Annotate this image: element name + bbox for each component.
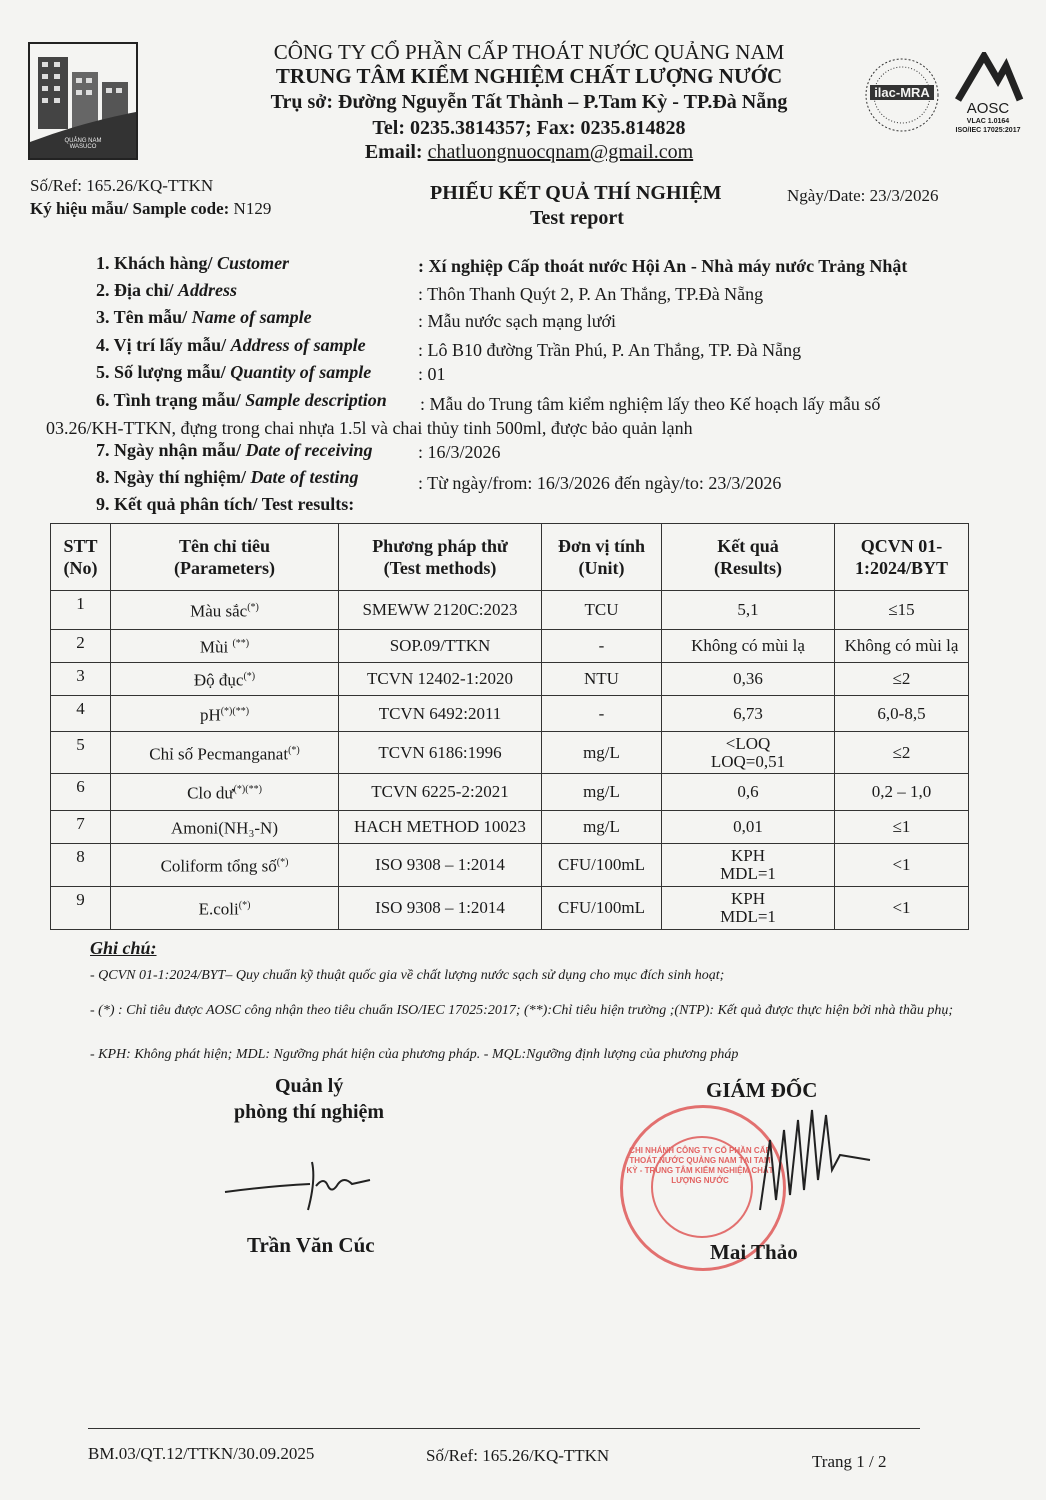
signature-left — [220, 1150, 390, 1220]
cell-result: KPH MDL=1 — [662, 844, 835, 887]
signer-left-name: Trần Văn Cúc — [247, 1233, 375, 1257]
cell-limit: ≤2 — [835, 663, 969, 696]
parameter-name: Coliform tổng số — [160, 856, 277, 876]
cell-unit: CFU/100mL — [542, 887, 662, 930]
table-row — [51, 774, 969, 811]
cell-result: Không có mùi lạ — [662, 630, 835, 663]
table-row — [51, 696, 969, 732]
cell-parameter — [111, 663, 339, 696]
center-address: Trụ sở: Đường Nguyễn Tất Thành – P.Tam Kỳ - TP.Đà Nẵng — [270, 91, 788, 113]
footer-page: Trang 1 / 2 — [812, 1452, 887, 1471]
cell-parameter — [111, 844, 339, 887]
ilac-text: ilac-MRA — [870, 85, 934, 100]
note-1: - QCVN 01-1:2024/BYT– Quy chuẩn kỹ thuật quốc gia về chất lượng nước sạch sử dụng cho mục đích sinh hoạt; — [90, 968, 725, 983]
info-customer: 1. Khách hàng/ Customer : Xí nghiệp Cấp thoát nước Hội An - Nhà máy nước Trảng Nhật — [96, 253, 908, 276]
note-2: - (*) : Chỉ tiêu được AOSC công nhận theo tiêu chuẩn ISO/IEC 17025:2017; (**):Chỉ tiêu hiện trường ;(NTP): Kết quả được thực hiện bởi nhà thầu phụ; — [90, 1003, 954, 1018]
footer-ref: Số/Ref: 165.26/KQ-TTKN — [426, 1446, 610, 1465]
sample-code-value: N129 — [229, 199, 272, 218]
parameter-footnote-mark: (*) — [288, 744, 300, 756]
cell-limit: ≤15 — [835, 591, 969, 630]
col-header-parameters: Tên chỉ tiêu (Parameters) — [111, 524, 339, 591]
report-date: Ngày/Date: 23/3/2026 — [787, 186, 939, 205]
results-table — [50, 523, 969, 930]
cell-result: <LOQ LOQ=0,51 — [662, 732, 835, 774]
parameter-name: Màu sắc — [190, 601, 248, 621]
parameter-footnote-mark: (*)(**) — [220, 705, 250, 717]
stamp-text: CHI NHÁNH CÔNG TY CỔ PHẦN CẤP THOÁT NƯỚC QUẢNG NAM TẠI TAM KỲ - TRUNG TÂM KIỂM NGHIỆM CHẤT LƯỢNG NƯỚC — [626, 1146, 774, 1185]
signer-right-title: GIÁM ĐỐC — [706, 1078, 818, 1102]
table-row — [51, 811, 969, 844]
cell-unit: mg/L — [542, 774, 662, 811]
cell-no: 6 — [51, 774, 111, 811]
cell-limit: ≤1 — [835, 811, 969, 844]
quantity-value: : 01 — [418, 364, 446, 384]
signer-right-name: Mai Thảo — [710, 1240, 798, 1264]
cell-method: ISO 9308 – 1:2014 — [339, 887, 542, 930]
parameter-name: Amoni(NH₃-N) — [171, 818, 278, 838]
cell-no: 5 — [51, 732, 111, 774]
cell-parameter — [111, 630, 339, 663]
customer-value: : Xí nghiệp Cấp thoát nước Hội An - Nhà máy nước Trảng Nhật — [418, 256, 908, 276]
ref-number: Số/Ref: 165.26/KQ-TTKN — [30, 176, 214, 195]
col-header-methods: Phương pháp thử (Test methods) — [339, 524, 542, 591]
cell-no: 1 — [51, 591, 111, 630]
cell-parameter — [111, 811, 339, 844]
testing-value: : Từ ngày/from: 16/3/2026 đến ngày/to: 23/3/2026 — [418, 473, 782, 493]
parameter-footnote-mark: (*) — [243, 671, 256, 683]
col-header-standard: QCVN 01- 1:2024/BYT — [835, 524, 969, 591]
cell-result: 0,01 — [662, 811, 835, 844]
parameter-footnote-mark: (**) — [232, 638, 250, 650]
parameter-name: E.coli — [198, 899, 239, 919]
cell-unit: mg/L — [542, 732, 662, 774]
logo-caption: QUẢNG NAM WASUCO — [64, 138, 102, 150]
footer-rule — [88, 1428, 920, 1429]
cell-parameter — [111, 591, 339, 630]
center-email-line — [0, 141, 1046, 164]
cell-parameter — [111, 774, 339, 811]
cell-limit: 0,2 – 1,0 — [835, 774, 969, 811]
cell-unit: CFU/100mL — [542, 844, 662, 887]
signer-left-title-2: phòng thí nghiệm — [234, 1101, 385, 1123]
description-value: : Mẫu do Trung tâm kiểm nghiệm lấy theo Kế hoạch lấy mẫu số — [420, 394, 881, 414]
cell-unit: NTU — [542, 663, 662, 696]
aosc-vlac: VLAC 1.0164 — [966, 118, 1010, 125]
col-header-unit: Đơn vị tính (Unit) — [542, 524, 662, 591]
cell-parameter — [111, 696, 339, 732]
email-link[interactable]: chatluongnuocqnam@gmail.com — [427, 141, 694, 163]
cell-result: 0,6 — [662, 774, 835, 811]
cell-unit: mg/L — [542, 811, 662, 844]
cell-limit: ≤2 — [835, 732, 969, 774]
cell-method: TCVN 6492:2011 — [339, 696, 542, 732]
col-header-results: Kết quả (Results) — [662, 524, 835, 591]
cell-method: ISO 9308 – 1:2014 — [339, 844, 542, 887]
parameter-name: pH — [199, 705, 221, 725]
cell-result: 0,36 — [662, 663, 835, 696]
sample-code-label: Ký hiệu mẫu/ Sample code: — [30, 199, 230, 218]
info-sample-location: 4. Vị trí lấy mẫu/ Address of sample : Lô B10 đường Trần Phú, P. An Thắng, TP. Đà Nẵng — [96, 335, 802, 360]
parameter-name: Clo dư — [187, 783, 234, 803]
footer-form-code: BM.03/QT.12/TTKN/30.09.2025 — [88, 1444, 315, 1463]
cell-result: KPH MDL=1 — [662, 887, 835, 930]
aosc-logo — [946, 52, 1030, 142]
parameter-name: Mùi — [199, 637, 233, 657]
aosc-iso: ISO/IEC 17025:2017 — [955, 127, 1021, 134]
results-heading: 9. Kết quả phân tích/ Test results: — [96, 494, 355, 514]
report-title-vi: PHIẾU KẾT QUẢ THÍ NGHIỆM — [430, 182, 722, 204]
table-row — [51, 663, 969, 696]
description-continued: 03.26/KH-TTKN, đựng trong chai nhựa 1.5l và chai thủy tinh 500ml, được bảo quản lạnh — [46, 418, 693, 438]
cell-method: SMEWW 2120C:2023 — [339, 591, 542, 630]
table-row — [51, 591, 969, 630]
table-row — [51, 732, 969, 774]
cell-no: 4 — [51, 696, 111, 732]
info-date-receiving: 7. Ngày nhận mẫu/ Date of receiving : 16/3/2026 — [96, 440, 501, 462]
table-row — [51, 630, 969, 663]
cell-no: 8 — [51, 844, 111, 887]
signature-right — [740, 1100, 880, 1250]
cell-no: 3 — [51, 663, 111, 696]
cell-method: HACH METHOD 10023 — [339, 811, 542, 844]
parameter-name: Độ đục — [193, 670, 244, 690]
info-address: 2. Địa chỉ/ Address : Thôn Thanh Quýt 2, P. An Thắng, TP.Đà Nẵng — [96, 280, 764, 304]
receiving-value: : 16/3/2026 — [418, 442, 501, 462]
note-3: - KPH: Không phát hiện; MDL: Ngưỡng phát hiện của phương pháp. - MQL:Ngưỡng định lượng của phương pháp — [90, 1047, 739, 1062]
table-header-row — [51, 524, 969, 591]
ilac-mra-logo — [862, 55, 942, 135]
table-row — [51, 844, 969, 887]
cell-limit: Không có mùi lạ — [835, 630, 969, 663]
info-sample-name: 3. Tên mẫu/ Name of sample : Mẫu nước sạch mạng lưới — [96, 307, 617, 331]
info-quantity: 5. Số lượng mẫu/ Quantity of sample : 01 — [96, 362, 446, 384]
cell-no: 2 — [51, 630, 111, 663]
parameter-footnote-mark: (*) — [276, 857, 289, 869]
parameter-footnote-mark: (*)(**) — [233, 784, 262, 796]
parameter-footnote-mark: (*) — [238, 900, 251, 912]
notes-heading: Ghi chú: — [90, 938, 157, 958]
cell-method: TCVN 12402-1:2020 — [339, 663, 542, 696]
parameter-name: Chỉ số Pecmanganat — [149, 744, 289, 764]
cell-method: SOP.09/TTKN — [339, 630, 542, 663]
aosc-text: AOSC — [966, 100, 1010, 117]
sample-location-value: : Lô B10 đường Trần Phú, P. An Thắng, TP. Đà Nẵng — [418, 340, 802, 360]
report-title-en: Test report — [530, 207, 624, 229]
center-name: TRUNG TÂM KIỂM NGHIỆM CHẤT LƯỢNG NƯỚC — [275, 64, 783, 88]
table-row — [51, 887, 969, 930]
cell-unit: TCU — [542, 591, 662, 630]
cell-result: 5,1 — [662, 591, 835, 630]
col-header-no: STT (No) — [51, 524, 111, 591]
cell-unit: - — [542, 630, 662, 663]
info-sample-description: 6. Tình trạng mẫu/ Sample description : Mẫu do Trung tâm kiểm nghiệm lấy theo Kế hoạch lấy mẫu số — [96, 390, 881, 414]
cell-method: TCVN 6225-2:2021 — [339, 774, 542, 811]
company-name: CÔNG TY CỔ PHẦN CẤP THOÁT NƯỚC QUẢNG NAM — [273, 40, 785, 64]
info-date-testing: 8. Ngày thí nghiệm/ Date of testing : Từ ngày/from: 16/3/2026 đến ngày/to: 23/3/2026 — [96, 467, 782, 493]
signer-left-title-1: Quản lý — [275, 1075, 344, 1097]
address-value: : Thôn Thanh Quýt 2, P. An Thắng, TP.Đà Nẵng — [418, 284, 764, 304]
cell-no: 9 — [51, 887, 111, 930]
email-label: Email: — [364, 141, 423, 163]
sample-name-value: : Mẫu nước sạch mạng lưới — [418, 311, 617, 331]
cell-result: 6,73 — [662, 696, 835, 732]
cell-limit: <1 — [835, 844, 969, 887]
sample-code — [30, 199, 271, 219]
cell-parameter — [111, 887, 339, 930]
cell-method: TCVN 6186:1996 — [339, 732, 542, 774]
center-phone: Tel: 0235.3814357; Fax: 0235.814828 — [372, 117, 686, 139]
cell-parameter — [111, 732, 339, 774]
parameter-footnote-mark: (*) — [247, 602, 259, 614]
cell-unit: - — [542, 696, 662, 732]
cell-limit: 6,0-8,5 — [835, 696, 969, 732]
cell-limit: <1 — [835, 887, 969, 930]
cell-no: 7 — [51, 811, 111, 844]
